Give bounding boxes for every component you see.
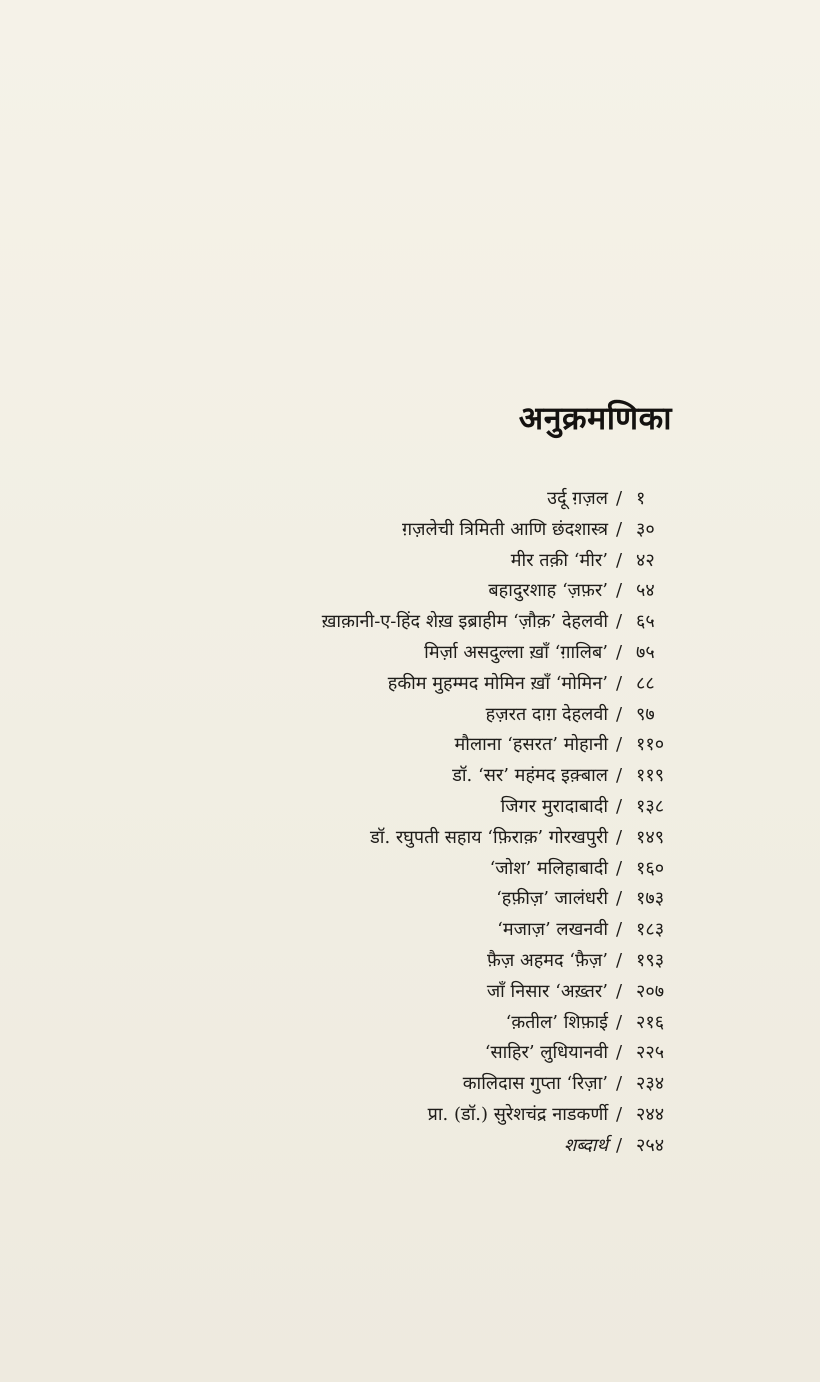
toc-separator: / [615, 641, 623, 663]
toc-entry [0, 1100, 820, 1131]
toc-entry [0, 823, 820, 854]
toc-separator: / [615, 1011, 623, 1033]
toc-page-number: २३४ [636, 1073, 665, 1095]
toc-separator: / [615, 826, 623, 848]
toc-entry [0, 607, 820, 638]
toc-entry-title: ‘क़तील’ शिफ़ाई [505, 1011, 608, 1033]
toc-separator: / [615, 734, 623, 756]
toc-page-number: ८८ [636, 672, 655, 694]
toc-page-number: ६५ [636, 611, 655, 633]
toc-entry-title: मिर्ज़ा असदुल्ला ख़ाँ ‘ग़ालिब’ [424, 641, 608, 663]
toc-entry [0, 484, 820, 515]
toc-separator: / [615, 611, 623, 633]
toc-separator: / [615, 518, 623, 540]
toc-page-number: २१६ [636, 1011, 665, 1033]
toc-page-number: ९७ [636, 703, 655, 725]
toc-separator: / [615, 919, 623, 941]
toc-entry-title: डॉ. रघुपती सहाय ‘फ़िराक़’ गोरखपुरी [370, 826, 608, 848]
toc-page-number: २४४ [636, 1103, 665, 1125]
toc-entry [0, 977, 820, 1008]
toc-entry-title: उर्दू ग़ज़ल [547, 488, 608, 509]
toc-entry-title: ‘जोश’ मलिहाबादी [489, 857, 608, 879]
toc-page-number: १८३ [636, 919, 665, 941]
toc-entry-title: शब्दार्थ [564, 1134, 608, 1156]
toc-entry [0, 761, 820, 792]
toc-entry-title: ‘साहिर’ लुधियानवी [484, 1042, 608, 1064]
toc-entry [0, 669, 820, 700]
toc-separator: / [615, 765, 623, 787]
toc-entry-title: हकीम मुहम्मद मोमिन ख़ाँ ‘मोमिन’ [387, 672, 608, 694]
table-of-contents [0, 484, 820, 1162]
toc-separator: / [615, 1073, 623, 1095]
toc-separator: / [615, 980, 623, 1002]
toc-entry [0, 1069, 820, 1100]
toc-page-number: ११९ [636, 765, 665, 787]
toc-entry [0, 915, 820, 946]
toc-entry-title: मीर तक़ी ‘मीर’ [510, 549, 608, 571]
toc-page-number: २५४ [636, 1134, 665, 1156]
toc-entry-title: जिगर मुरादाबादी [500, 795, 608, 817]
toc-entry [0, 546, 820, 577]
toc-separator: / [615, 888, 623, 910]
toc-separator: / [615, 549, 623, 571]
toc-entry-title: बहादुरशाह ‘ज़फ़र’ [488, 580, 608, 602]
toc-entry [0, 792, 820, 823]
toc-entry [0, 576, 820, 607]
toc-page-number: १ [636, 488, 646, 509]
toc-entry-title: प्रा. (डॉ.) सुरेशचंद्र नाडकर्णी [427, 1103, 608, 1125]
toc-entry-title: डॉ. ‘सर’ महंमद इक़्बाल [452, 765, 608, 787]
toc-entry-title: ख़ाक़ानी-ए-हिंद शेख़ इब्राहीम ‘ज़ौक़’ देहलवी [321, 611, 608, 633]
toc-entry-title: जाँ निसार ‘अख़्तर’ [486, 980, 608, 1002]
toc-page-number: ३० [636, 518, 655, 540]
toc-entry [0, 730, 820, 761]
toc-separator: / [615, 795, 623, 817]
toc-separator: / [615, 703, 623, 725]
toc-entry-title: ‘हफ़ीज़’ जालंधरी [496, 888, 608, 910]
toc-separator: / [615, 672, 623, 694]
toc-entry [0, 854, 820, 885]
toc-separator: / [615, 949, 623, 971]
toc-entry-title: फ़ैज़ अहमद ‘फ़ैज़’ [487, 949, 608, 971]
toc-page-number: २२५ [636, 1042, 665, 1064]
toc-page-number: १३८ [636, 795, 665, 817]
toc-entry-title: ‘मजाज़’ लखनवी [497, 919, 608, 941]
toc-page-number: १७३ [636, 888, 665, 910]
toc-page-number: १४९ [636, 826, 665, 848]
toc-entry [0, 1131, 820, 1162]
toc-page-number: १९३ [636, 949, 665, 971]
contents-heading: अनुक्रमणिका [518, 399, 672, 437]
toc-page-number: ११० [636, 734, 665, 756]
toc-entry [0, 638, 820, 669]
toc-page-number: १६० [636, 857, 665, 879]
toc-entry-title: कालिदास गुप्ता ‘रिज़ा’ [462, 1073, 608, 1095]
toc-entry [0, 884, 820, 915]
toc-entry [0, 515, 820, 546]
toc-separator: / [615, 1042, 623, 1064]
toc-entry [0, 1038, 820, 1069]
toc-separator: / [615, 1134, 623, 1156]
toc-entry [0, 946, 820, 977]
toc-entry-title: ग़ज़लेची त्रिमिती आणि छंदशास्त्र [402, 518, 608, 540]
toc-entry [0, 700, 820, 731]
toc-separator: / [615, 857, 623, 879]
toc-page-number: ४२ [636, 549, 655, 571]
toc-entry [0, 1008, 820, 1039]
toc-page-number: २०७ [636, 980, 665, 1002]
toc-separator: / [615, 580, 623, 602]
toc-page-number: ५४ [636, 580, 655, 602]
toc-page-number: ७५ [636, 641, 655, 663]
toc-entry-title: हज़रत दाग़ देहलवी [485, 703, 608, 725]
toc-entry-title: मौलाना ‘हसरत’ मोहानी [454, 734, 608, 756]
toc-separator: / [615, 1103, 623, 1125]
toc-separator: / [615, 488, 623, 509]
